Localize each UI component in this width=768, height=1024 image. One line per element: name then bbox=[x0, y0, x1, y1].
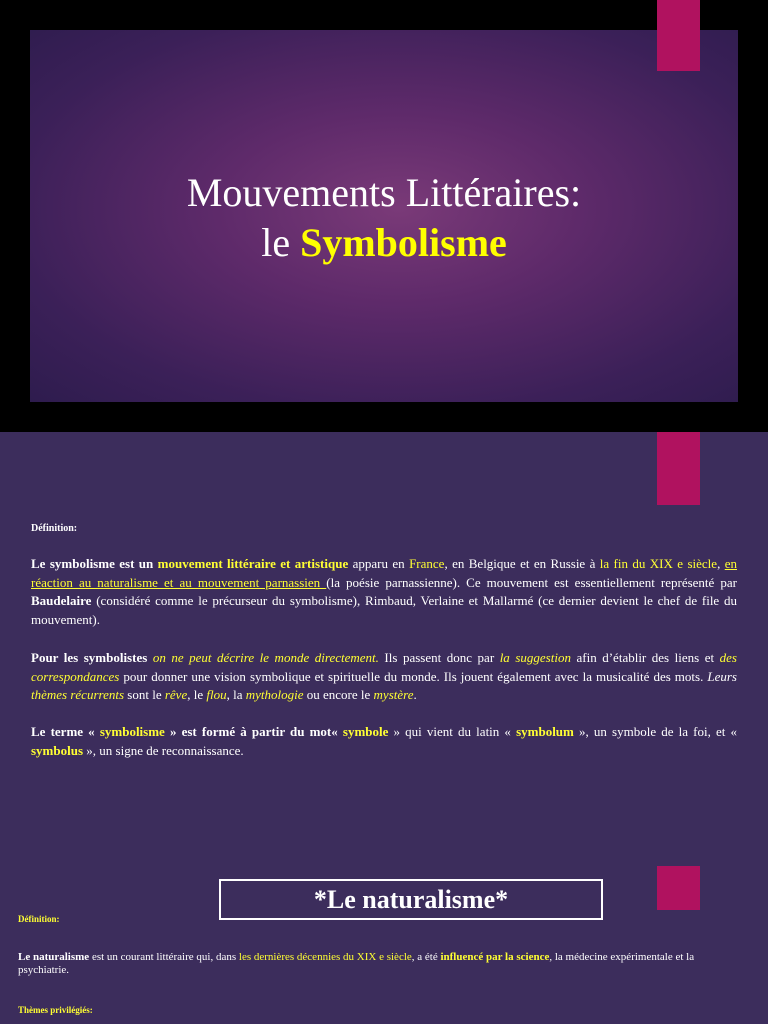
page-title bbox=[30, 168, 738, 268]
text-run: . bbox=[413, 687, 417, 702]
text-run: Le terme « bbox=[31, 724, 100, 739]
text-run: la suggestion bbox=[499, 650, 571, 665]
title-prefix: le bbox=[261, 220, 301, 265]
text-run: , la médecine expérimentale et la psychiatrie. bbox=[18, 951, 695, 976]
text-run: sont le bbox=[124, 687, 165, 702]
themes-heading: Thèmes privilégiés: bbox=[18, 1005, 93, 1015]
text-run: (la poésie parnassienne). Ce mouvement est essentiellement représenté par bbox=[326, 574, 737, 590]
accent-bar-2 bbox=[657, 432, 700, 505]
text-run: les dernières décennies du XIX e siècle bbox=[238, 951, 412, 963]
text-run: symbole bbox=[342, 724, 389, 739]
section-title-box: *Le naturalisme* bbox=[219, 879, 603, 920]
text-run: , a été bbox=[411, 951, 441, 963]
symbolists-paragraph bbox=[31, 649, 737, 705]
naturalism-definition-paragraph bbox=[18, 951, 730, 977]
text-run: Le naturalisme bbox=[18, 951, 90, 963]
text-run: symbolisme bbox=[99, 724, 165, 739]
text-run: , la bbox=[226, 687, 246, 702]
title-line-2 bbox=[30, 218, 738, 268]
text-run: ou encore le bbox=[303, 687, 374, 702]
text-run: , en Belgique et en Russie à bbox=[444, 556, 600, 571]
text-run: en réaction au naturalisme et au mouvement parnassien bbox=[31, 556, 738, 590]
symbolism-definition-paragraph bbox=[31, 555, 737, 629]
text-run: Leurs bbox=[707, 668, 737, 684]
text-run: symbolum bbox=[516, 724, 574, 739]
text-run: mythologie bbox=[245, 687, 304, 702]
text-run: Ils passent donc par bbox=[378, 650, 500, 665]
text-run: Pour les symbolistes bbox=[31, 650, 148, 665]
text-run: » qui vient du latin « bbox=[388, 724, 517, 739]
accent-bar-1 bbox=[657, 0, 700, 71]
text-run: flou bbox=[206, 687, 227, 702]
text-run: on ne peut décrire le monde directement. bbox=[147, 650, 379, 665]
text-run: (considéré comme le précurseur du symbolisme), Rimbaud, Verlaine et Mallarmé (ce dernier devient le chef de file du mouvement). bbox=[31, 593, 737, 627]
title-line-1: Mouvements Littéraires: bbox=[186, 170, 582, 215]
text-run: France bbox=[409, 556, 445, 571]
text-run: » est formé à partir du mot« bbox=[164, 724, 343, 739]
text-run: apparu en bbox=[348, 556, 410, 571]
text-run: thèmes récurrents bbox=[31, 687, 125, 702]
text-run: des correspondances bbox=[31, 650, 737, 684]
accent-bar-3 bbox=[657, 866, 700, 910]
text-run: rêve bbox=[164, 687, 188, 702]
text-run: influencé par la science bbox=[440, 951, 550, 963]
text-run: mouvement littéraire et artistique bbox=[157, 556, 349, 571]
text-run: Baudelaire bbox=[31, 593, 92, 608]
naturalism-definition-heading: Définition: bbox=[18, 914, 60, 924]
text-run: Le symbolisme est un bbox=[31, 556, 158, 571]
text-run: mystère bbox=[373, 687, 414, 702]
definition-heading: Définition: bbox=[31, 523, 78, 534]
text-run: », un signe de reconnaissance. bbox=[83, 742, 244, 758]
text-run: , bbox=[717, 556, 725, 571]
term-origin-paragraph bbox=[31, 723, 737, 760]
text-run: symbolus bbox=[31, 742, 84, 758]
text-run: la fin du XIX e siècle bbox=[599, 556, 718, 571]
title-highlight: Symbolisme bbox=[300, 220, 507, 265]
text-run: est un courant littéraire qui, dans bbox=[89, 951, 239, 963]
text-run: afin d’établir des liens et bbox=[570, 650, 720, 665]
text-run: », un symbole de la foi, et « bbox=[573, 724, 738, 739]
text-run: pour donner une vision symbolique et spirituelle du monde. Ils jouent également avec la musicalité des mots. bbox=[119, 668, 708, 684]
text-run: , le bbox=[187, 687, 207, 702]
